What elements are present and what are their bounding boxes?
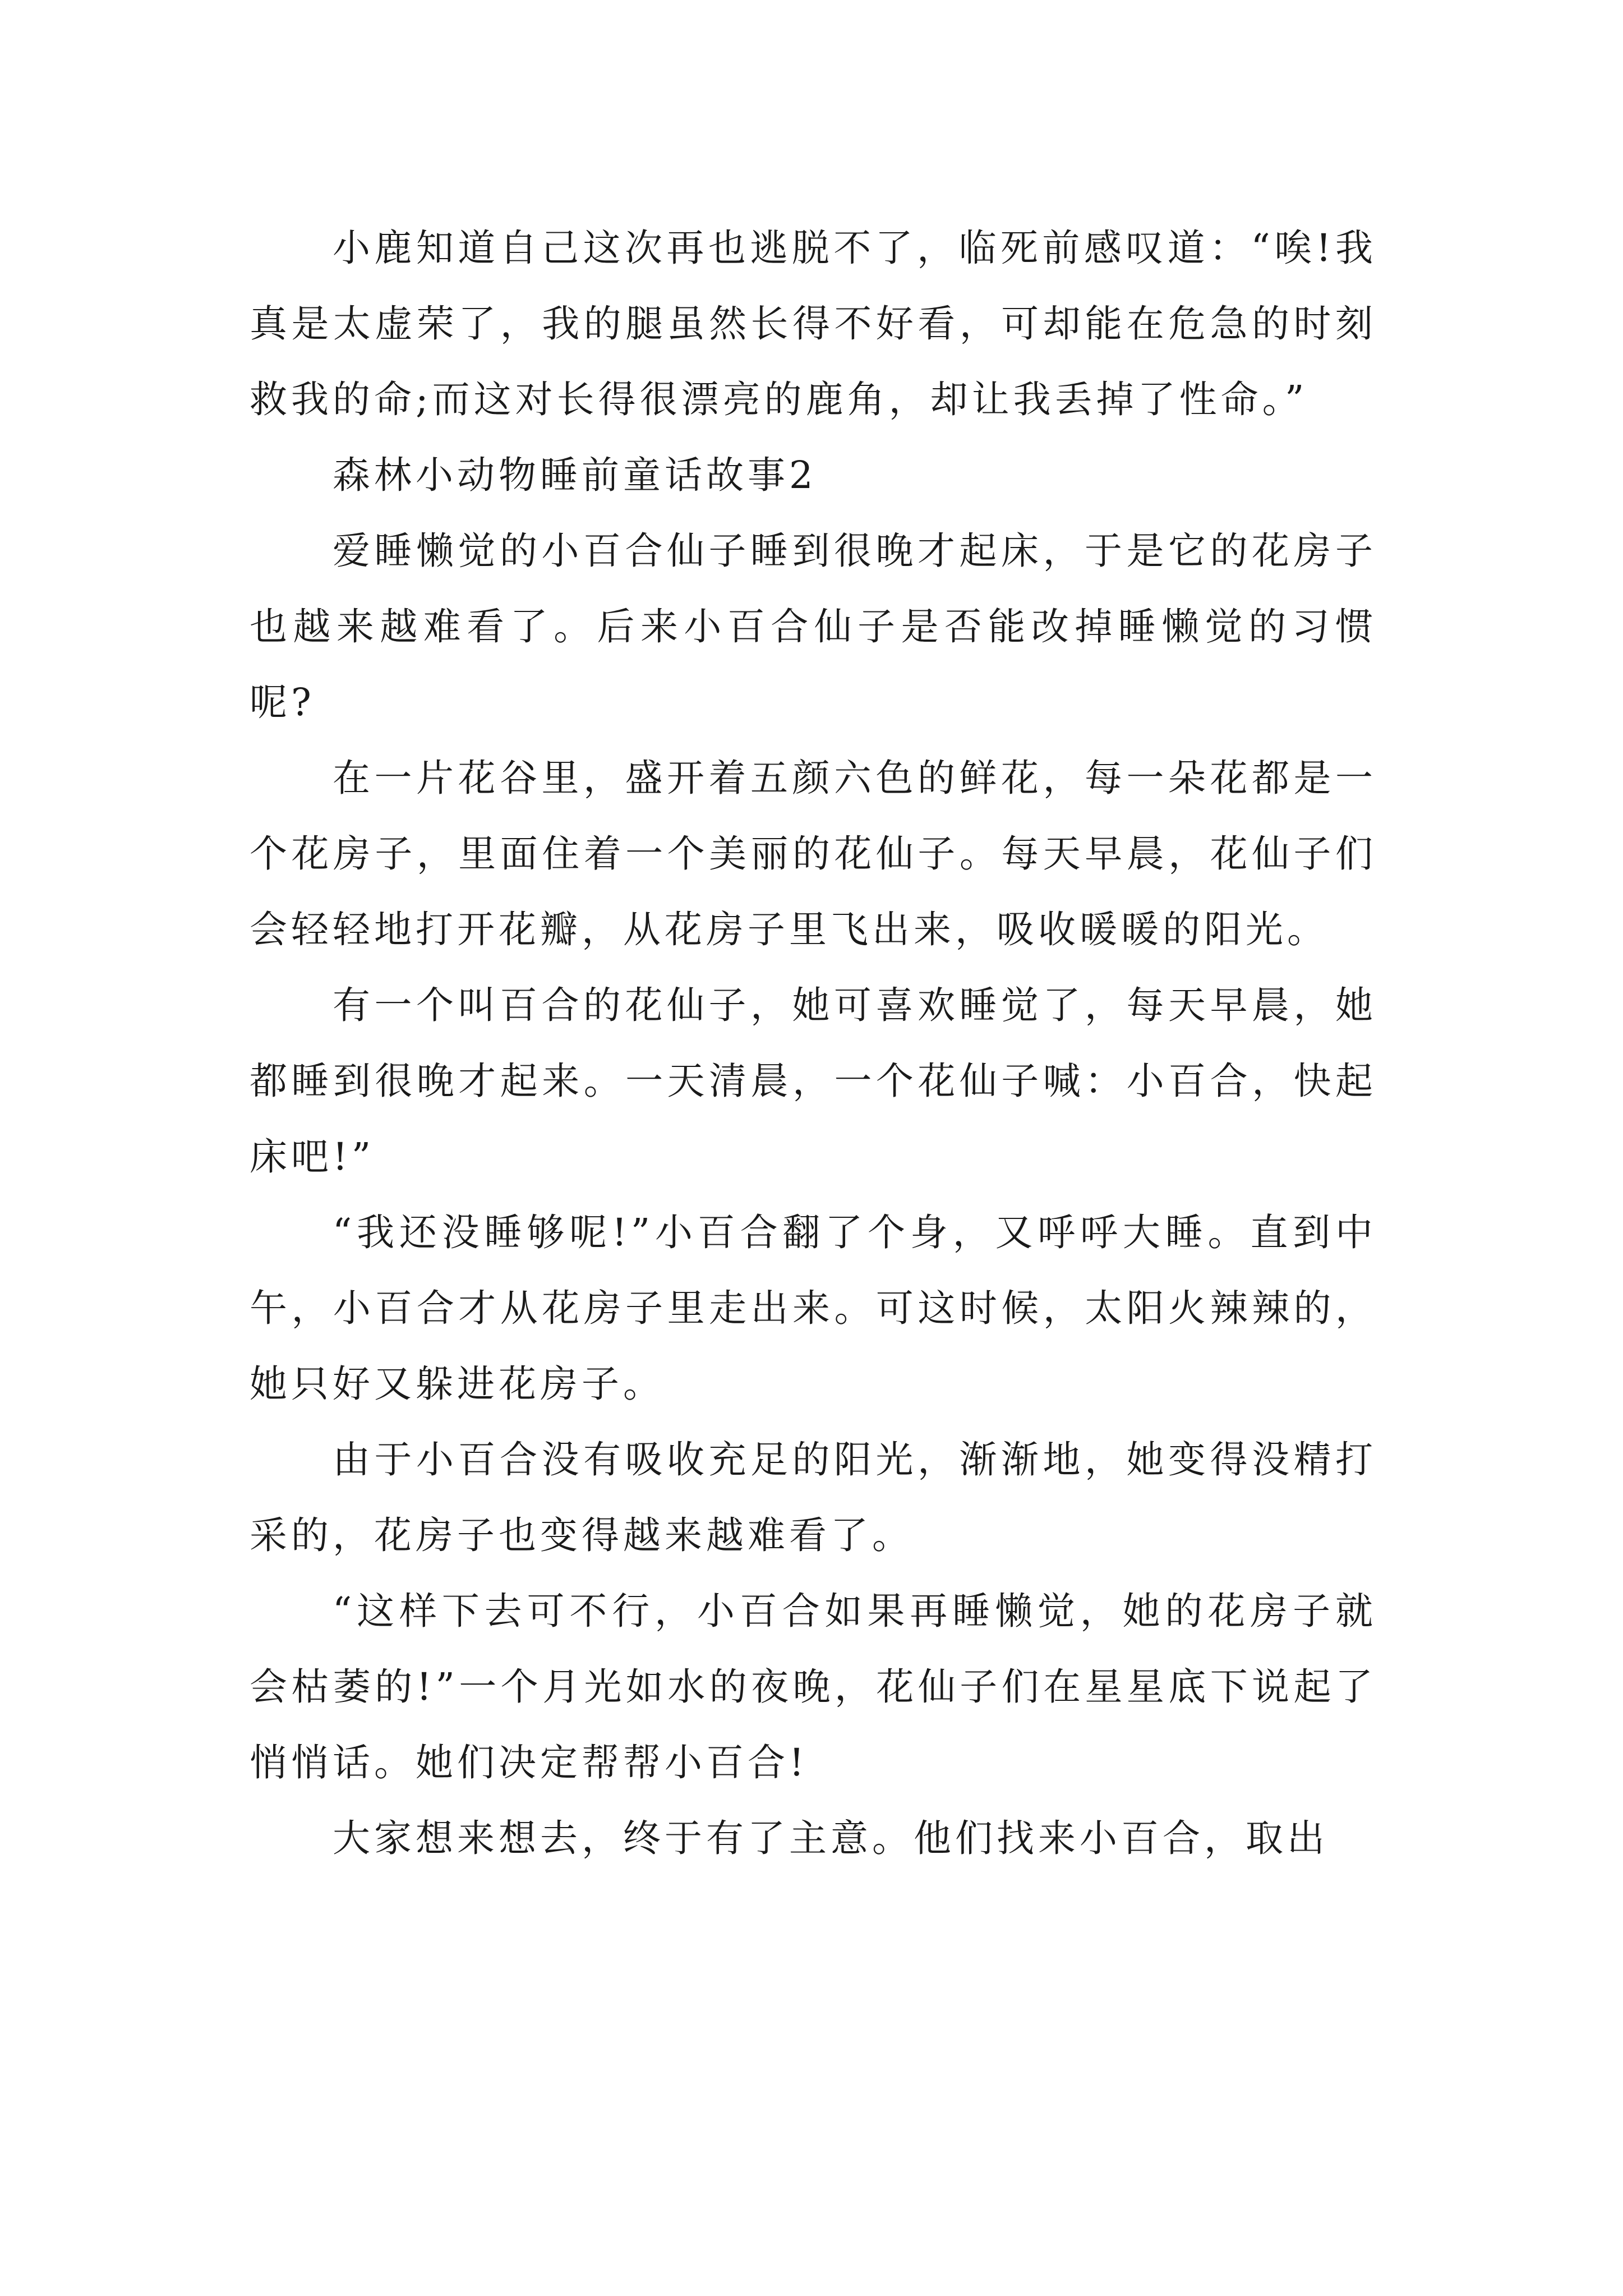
paragraph-idea: 大家想来想去，终于有了主意。他们找来小百合，取出 (333, 1816, 1329, 1860)
document-body (250, 210, 1377, 1876)
paragraph-lack-of-sun: 由于小百合没有吸收充足的阳光，渐渐地，她变得没精打采的，花房子也变得越来越难看了。 (250, 1438, 1377, 1557)
paragraph-not-enough-sleep: “我还没睡够呢!”小百合翻了个身，又呼呼大睡。直到中午，小百合才从花房子里走出来。可这时候，太阳火辣辣的，她只好又躲进花房子。 (250, 1211, 1377, 1406)
paragraph-deer-lament: 小鹿知道自己这次再也逃脱不了，临死前感叹道：“唉!我真是太虚荣了，我的腿虽然长得不好看，可却能在危急的时刻救我的命;而这对长得很漂亮的鹿角，却让我丢掉了性命。” (250, 226, 1377, 421)
paragraph-flower-valley: 在一片花谷里，盛开着五颜六色的鲜花，每一朵花都是一个花房子，里面住着一个美丽的花仙子。每天早晨，花仙子们会轻轻地打开花瓣，从花房子里飞出来，吸收暖暖的阳光。 (250, 756, 1377, 951)
paragraph-lily-sleeps: 有一个叫百合的花仙子，她可喜欢睡觉了，每天早晨，她都睡到很晚才起来。一天清晨，一个花仙子喊：小百合，快起床吧!” (250, 983, 1377, 1179)
story-heading: 森林小动物睡前童话故事2 (333, 453, 817, 497)
paragraph-intro: 爱睡懒觉的小百合仙子睡到很晚才起床，于是它的花房子也越来越难看了。后来小百合仙子是否能改掉睡懒觉的习惯呢? (250, 529, 1377, 724)
paragraph-fairies-decide: “这样下去可不行，小百合如果再睡懒觉，她的花房子就会枯萎的!”一个月光如水的夜晚，花仙子们在星星底下说起了悄悄话。她们决定帮帮小百合! (250, 1589, 1377, 1784)
